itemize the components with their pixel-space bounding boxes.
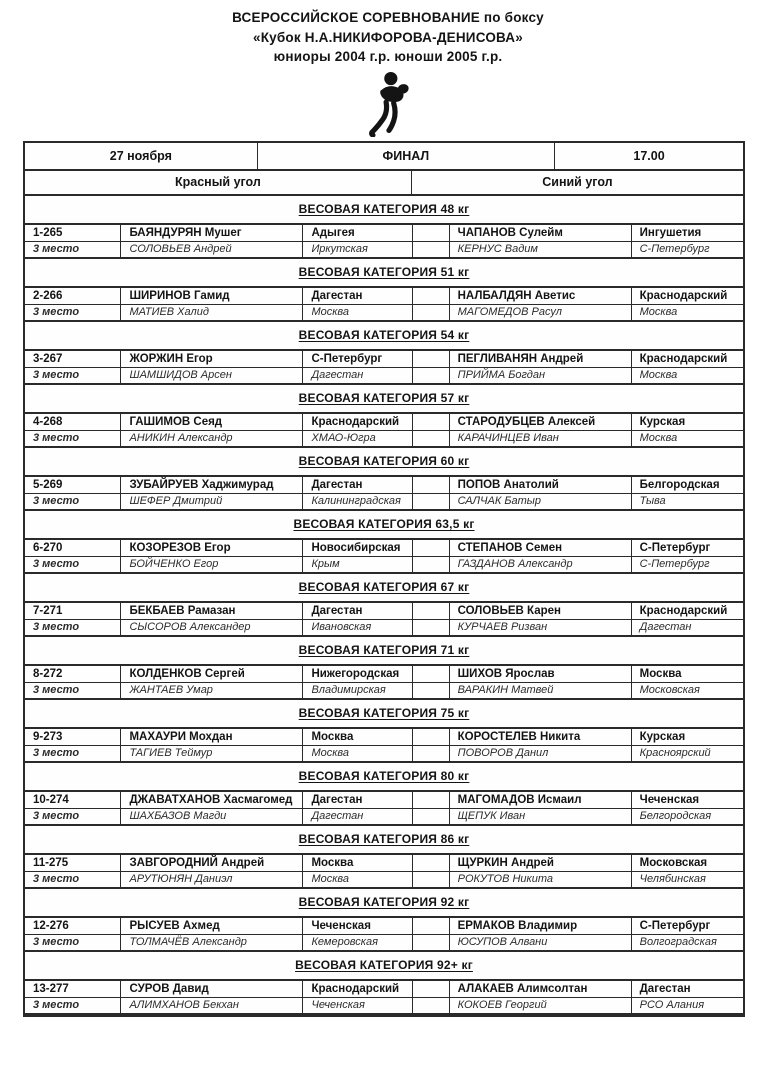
- spacer-cell: [413, 872, 450, 887]
- third-place-row: [25, 619, 743, 637]
- spacer-cell: [413, 746, 450, 761]
- weight-category-title: ВЕСОВАЯ КАТЕГОРИЯ 51 кг: [298, 265, 470, 279]
- blue-third-place-name: ЩЕПУК Иван: [450, 809, 632, 824]
- blue-third-place-name: ЮСУПОВ Алвани: [450, 935, 632, 950]
- bout-number: 9-273: [25, 729, 121, 745]
- third-place-label: 3 место: [25, 431, 121, 446]
- red-finalist-name: ДЖАВАТХАНОВ Хасмагомед: [121, 792, 303, 808]
- blue-finalist-region: С-Петербург: [639, 919, 711, 932]
- red-third-place-name: ТАГИЕВ Теймур: [121, 746, 303, 761]
- spacer-cell: [413, 242, 450, 257]
- blue-finalist-name: СТАРОДУБЦЕВ Алексей: [450, 414, 632, 430]
- final-bout-row: [25, 853, 743, 871]
- weight-category-section: [25, 511, 743, 574]
- third-place-row: [25, 367, 743, 385]
- third-place-label: 3 место: [25, 746, 121, 761]
- session-header-row: [25, 143, 743, 171]
- spacer-cell: [413, 683, 450, 698]
- blue-third-place-name: КУРЧАЕВ Ризван: [450, 620, 632, 635]
- spacer-cell: [413, 666, 450, 682]
- final-bout-row: [25, 412, 743, 430]
- final-bout-row: [25, 916, 743, 934]
- bout-number: 3-267: [25, 351, 121, 367]
- third-place-label: 3 место: [25, 494, 121, 509]
- blue-finalist-region: Ингушетия: [639, 226, 702, 239]
- weight-category-title-row: [25, 322, 743, 349]
- red-third-place-name: СЫСОРОВ Александер: [121, 620, 303, 635]
- red-finalist-region: Дагестан: [303, 288, 412, 304]
- spacer-cell: [413, 998, 450, 1013]
- blue-finalist-region: Белгородская: [639, 478, 720, 491]
- blue-third-place-name: ВАРАКИН Матвей: [450, 683, 632, 698]
- blue-third-place-region: Москва: [639, 369, 678, 381]
- bout-number: 8-272: [25, 666, 121, 682]
- weight-category-section: [25, 889, 743, 952]
- blue-finalist-region: Курская: [639, 730, 686, 743]
- weight-category-title-row: [25, 196, 743, 223]
- blue-finalist-name: НАЛБАЛДЯН Аветис: [450, 288, 632, 304]
- third-place-label: 3 место: [25, 557, 121, 572]
- bout-number: 11-275: [25, 855, 121, 871]
- spacer-cell: [413, 414, 450, 430]
- weight-category-section: [25, 826, 743, 889]
- red-third-place-name: АНИКИН Александр: [121, 431, 303, 446]
- third-place-row: [25, 808, 743, 826]
- blue-third-place-name: ПОВОРОВ Данил: [450, 746, 632, 761]
- third-place-row: [25, 493, 743, 511]
- red-third-place-region: Москва: [303, 746, 412, 761]
- red-third-place-region: Москва: [303, 872, 412, 887]
- weight-category-title: ВЕСОВАЯ КАТЕГОРИЯ 71 кг: [298, 643, 470, 657]
- blue-finalist-name: АЛАКАЕВ Алимсолтан: [450, 981, 632, 997]
- red-finalist-name: БАЯНДУРЯН Мушег: [121, 225, 303, 241]
- third-place-row: [25, 682, 743, 700]
- spacer-cell: [413, 305, 450, 320]
- title-line-age-groups: юниоры 2004 г.р. юноши 2005 г.р.: [273, 49, 503, 64]
- third-place-label: 3 место: [25, 620, 121, 635]
- third-place-row: [25, 430, 743, 448]
- third-place-label: 3 место: [25, 242, 121, 257]
- red-third-place-name: ШАМШИДОВ Арсен: [121, 368, 303, 383]
- bout-number: 5-269: [25, 477, 121, 493]
- weight-category-title-row: [25, 763, 743, 790]
- blue-finalist-region: Москва: [639, 667, 682, 680]
- spacer-cell: [413, 981, 450, 997]
- spacer-cell: [413, 935, 450, 950]
- red-finalist-region: Москва: [303, 855, 412, 871]
- red-third-place-name: ТОЛМАЧЁВ Александр: [121, 935, 303, 950]
- blue-finalist-name: ПЕГЛИВАНЯН Андрей: [450, 351, 632, 367]
- blue-finalist-name: ПОПОВ Анатолий: [450, 477, 632, 493]
- blue-finalist-name: МАГОМАДОВ Исмаил: [450, 792, 632, 808]
- weight-category-section: [25, 322, 743, 385]
- weight-category-title: ВЕСОВАЯ КАТЕГОРИЯ 86 кг: [298, 832, 470, 846]
- red-third-place-region: Крым: [303, 557, 412, 572]
- red-third-place-name: АЛИМХАНОВ Бекхан: [121, 998, 303, 1013]
- blue-third-place-region: С-Петербург: [639, 558, 710, 570]
- red-third-place-region: Владимирская: [303, 683, 412, 698]
- final-bout-row: [25, 475, 743, 493]
- blue-third-place-name: САЛЧАК Батыр: [450, 494, 632, 509]
- bout-number: 7-271: [25, 603, 121, 619]
- weight-category-title: ВЕСОВАЯ КАТЕГОРИЯ 92 кг: [298, 895, 470, 909]
- spacer-cell: [413, 809, 450, 824]
- spacer-cell: [413, 792, 450, 808]
- blue-third-place-name: МАГОМЕДОВ Расул: [450, 305, 632, 320]
- red-third-place-name: ШЕФЕР Дмитрий: [121, 494, 303, 509]
- blue-third-place-region: Красноярский: [639, 747, 711, 759]
- third-place-label: 3 место: [25, 305, 121, 320]
- weight-category-title-row: [25, 448, 743, 475]
- blue-finalist-region: Московская: [639, 856, 708, 869]
- blue-finalist-region: Краснодарский: [639, 289, 728, 302]
- red-finalist-name: КОЗОРЕЗОВ Егор: [121, 540, 303, 556]
- weight-category-title-row: [25, 637, 743, 664]
- boxer-pictogram-icon: [0, 67, 776, 141]
- weight-category-section: [25, 448, 743, 511]
- session-date: 27 ноября: [25, 143, 258, 169]
- red-finalist-region: Краснодарский: [303, 414, 412, 430]
- red-third-place-name: ШАХБАЗОВ Магди: [121, 809, 303, 824]
- final-bout-row: [25, 538, 743, 556]
- spacer-cell: [413, 351, 450, 367]
- red-finalist-region: С-Петербург: [303, 351, 412, 367]
- third-place-label: 3 место: [25, 809, 121, 824]
- red-finalist-name: БЕКБАЕВ Рамазан: [121, 603, 303, 619]
- third-place-row: [25, 997, 743, 1015]
- third-place-label: 3 место: [25, 368, 121, 383]
- red-third-place-region: Ивановская: [303, 620, 412, 635]
- blue-third-place-name: КОКОЕВ Георгий: [450, 998, 632, 1013]
- red-third-place-region: Дагестан: [303, 368, 412, 383]
- red-finalist-name: КОЛДЕНКОВ Сергей: [121, 666, 303, 682]
- blue-third-place-region: РСО Алания: [639, 999, 705, 1011]
- blue-finalist-region: Дагестан: [639, 982, 691, 995]
- red-finalist-name: ЖОРЖИН Егор: [121, 351, 303, 367]
- session-stage: ФИНАЛ: [258, 143, 555, 169]
- red-finalist-region: Чеченская: [303, 918, 412, 934]
- spacer-cell: [413, 477, 450, 493]
- red-third-place-name: ЖАНТАЕВ Умар: [121, 683, 303, 698]
- document-title: [0, 0, 776, 67]
- spacer-cell: [413, 918, 450, 934]
- bout-number: 10-274: [25, 792, 121, 808]
- weight-category-title: ВЕСОВАЯ КАТЕГОРИЯ 63,5 кг: [293, 517, 475, 531]
- blue-third-place-region: Дагестан: [639, 621, 692, 633]
- final-bout-row: [25, 286, 743, 304]
- third-place-label: 3 место: [25, 935, 121, 950]
- spacer-cell: [413, 431, 450, 446]
- red-finalist-name: ШИРИНОВ Гамид: [121, 288, 303, 304]
- red-finalist-name: ГАШИМОВ Сеяд: [121, 414, 303, 430]
- third-place-label: 3 место: [25, 872, 121, 887]
- red-finalist-region: Дагестан: [303, 603, 412, 619]
- weight-category-title: ВЕСОВАЯ КАТЕГОРИЯ 54 кг: [298, 328, 470, 342]
- red-third-place-region: ХМАО-Югра: [303, 431, 412, 446]
- red-corner-header: Красный угол: [25, 171, 412, 194]
- third-place-row: [25, 556, 743, 574]
- weight-category-section: [25, 637, 743, 700]
- final-bout-row: [25, 601, 743, 619]
- red-third-place-region: Чеченская: [303, 998, 412, 1013]
- red-third-place-region: Кемеровская: [303, 935, 412, 950]
- weight-category-section: [25, 259, 743, 322]
- weight-category-title: ВЕСОВАЯ КАТЕГОРИЯ 48 кг: [298, 202, 470, 216]
- blue-finalist-name: КОРОСТЕЛЕВ Никита: [450, 729, 632, 745]
- spacer-cell: [413, 855, 450, 871]
- red-finalist-region: Новосибирская: [303, 540, 412, 556]
- weight-category-section: [25, 700, 743, 763]
- weight-category-title-row: [25, 385, 743, 412]
- bout-number: 2-266: [25, 288, 121, 304]
- weight-category-title: ВЕСОВАЯ КАТЕГОРИЯ 75 кг: [298, 706, 470, 720]
- bout-number: 6-270: [25, 540, 121, 556]
- weight-category-title: ВЕСОВАЯ КАТЕГОРИЯ 67 кг: [298, 580, 470, 594]
- bout-number: 13-277: [25, 981, 121, 997]
- spacer-cell: [413, 494, 450, 509]
- final-bout-row: [25, 664, 743, 682]
- red-third-place-name: БОЙЧЕНКО Егор: [121, 557, 303, 572]
- weight-category-section: [25, 952, 743, 1015]
- blue-third-place-region: С-Петербург: [639, 243, 710, 255]
- blue-finalist-region: Курская: [639, 415, 686, 428]
- red-third-place-name: СОЛОВЬЕВ Андрей: [121, 242, 303, 257]
- blue-corner-header: Синий угол: [542, 175, 613, 189]
- third-place-row: [25, 241, 743, 259]
- third-place-row: [25, 304, 743, 322]
- final-bout-row: [25, 790, 743, 808]
- session-time: 17.00: [633, 148, 665, 163]
- weight-category-title-row: [25, 700, 743, 727]
- blue-third-place-region: Белгородская: [639, 810, 712, 822]
- red-third-place-name: АРУТЮНЯН Даниэл: [121, 872, 303, 887]
- weight-category-title-row: [25, 889, 743, 916]
- blue-third-place-name: ПРИЙМА Богдан: [450, 368, 632, 383]
- red-third-place-region: Дагестан: [303, 809, 412, 824]
- red-finalist-name: МАХАУРИ Мохдан: [121, 729, 303, 745]
- weight-category-section: [25, 763, 743, 826]
- blue-finalist-name: ЧАПАНОВ Сулейм: [450, 225, 632, 241]
- blue-third-place-region: Челябинская: [639, 873, 706, 885]
- blue-third-place-region: Московская: [639, 684, 700, 696]
- bout-number: 4-268: [25, 414, 121, 430]
- blue-finalist-name: СОЛОВЬЕВ Карен: [450, 603, 632, 619]
- final-bout-row: [25, 223, 743, 241]
- final-bout-row: [25, 979, 743, 997]
- spacer-cell: [413, 368, 450, 383]
- title-line-competition: ВСЕРОССИЙСКОЕ СОРЕВНОВАНИЕ по боксу: [232, 10, 544, 25]
- red-finalist-region: Нижегородская: [303, 666, 412, 682]
- final-bout-row: [25, 727, 743, 745]
- red-finalist-region: Краснодарский: [303, 981, 412, 997]
- red-third-place-region: Калининградская: [303, 494, 412, 509]
- blue-third-place-region: Москва: [639, 432, 678, 444]
- weight-category-section: [25, 196, 743, 259]
- red-finalist-region: Дагестан: [303, 792, 412, 808]
- blue-finalist-region: Краснодарский: [639, 352, 728, 365]
- red-finalist-name: РЫСУЕВ Ахмед: [121, 918, 303, 934]
- blue-third-place-name: КАРАЧИНЦЕВ Иван: [450, 431, 632, 446]
- blue-finalist-name: ЩУРКИН Андрей: [450, 855, 632, 871]
- weight-category-title-row: [25, 574, 743, 601]
- blue-third-place-name: РОКУТОВ Никита: [450, 872, 632, 887]
- red-finalist-name: ЗАВГОРОДНИЙ Андрей: [121, 855, 303, 871]
- blue-third-place-region: Тыва: [639, 495, 666, 507]
- spacer-cell: [413, 557, 450, 572]
- red-third-place-region: Москва: [303, 305, 412, 320]
- blue-finalist-region: Чеченская: [639, 793, 700, 806]
- red-finalist-region: Москва: [303, 729, 412, 745]
- spacer-cell: [413, 603, 450, 619]
- red-finalist-region: Адыгея: [303, 225, 412, 241]
- weight-category-title-row: [25, 826, 743, 853]
- spacer-cell: [413, 288, 450, 304]
- blue-third-place-name: ГАЗДАНОВ Александр: [450, 557, 632, 572]
- bout-number: 1-265: [25, 225, 121, 241]
- blue-third-place-name: КЕРНУС Вадим: [450, 242, 632, 257]
- blue-finalist-name: ШИХОВ Ярослав: [450, 666, 632, 682]
- third-place-row: [25, 871, 743, 889]
- finals-schedule-table: [23, 141, 745, 1017]
- blue-finalist-region: Краснодарский: [639, 604, 728, 617]
- corners-header-row: [25, 171, 743, 196]
- red-finalist-name: СУРОВ Давид: [121, 981, 303, 997]
- spacer-cell: [413, 729, 450, 745]
- weight-category-title-row: [25, 511, 743, 538]
- red-third-place-region: Иркутская: [303, 242, 412, 257]
- red-finalist-name: ЗУБАЙРУЕВ Хаджимурад: [121, 477, 303, 493]
- spacer-cell: [413, 540, 450, 556]
- weight-category-title: ВЕСОВАЯ КАТЕГОРИЯ 92+ кг: [295, 958, 473, 972]
- weight-categories-list: [25, 196, 743, 1015]
- final-bout-row: [25, 349, 743, 367]
- blue-third-place-region: Москва: [639, 306, 678, 318]
- third-place-label: 3 место: [25, 683, 121, 698]
- spacer-cell: [413, 225, 450, 241]
- weight-category-section: [25, 385, 743, 448]
- spacer-cell: [413, 620, 450, 635]
- weight-category-section: [25, 574, 743, 637]
- blue-finalist-name: СТЕПАНОВ Семен: [450, 540, 632, 556]
- blue-finalist-region: С-Петербург: [639, 541, 711, 554]
- weight-category-title: ВЕСОВАЯ КАТЕГОРИЯ 80 кг: [298, 769, 470, 783]
- red-third-place-name: МАТИЕВ Халид: [121, 305, 303, 320]
- weight-category-title-row: [25, 952, 743, 979]
- blue-finalist-name: ЕРМАКОВ Владимир: [450, 918, 632, 934]
- bout-number: 12-276: [25, 918, 121, 934]
- third-place-row: [25, 934, 743, 952]
- weight-category-title: ВЕСОВАЯ КАТЕГОРИЯ 60 кг: [298, 454, 470, 468]
- red-finalist-region: Дагестан: [303, 477, 412, 493]
- blue-third-place-region: Волгоградская: [639, 936, 717, 948]
- weight-category-title: ВЕСОВАЯ КАТЕГОРИЯ 57 кг: [298, 391, 470, 405]
- title-line-cup: «Кубок Н.А.НИКИФОРОВА-ДЕНИСОВА»: [253, 29, 523, 45]
- weight-category-title-row: [25, 259, 743, 286]
- third-place-label: 3 место: [25, 998, 121, 1013]
- third-place-row: [25, 745, 743, 763]
